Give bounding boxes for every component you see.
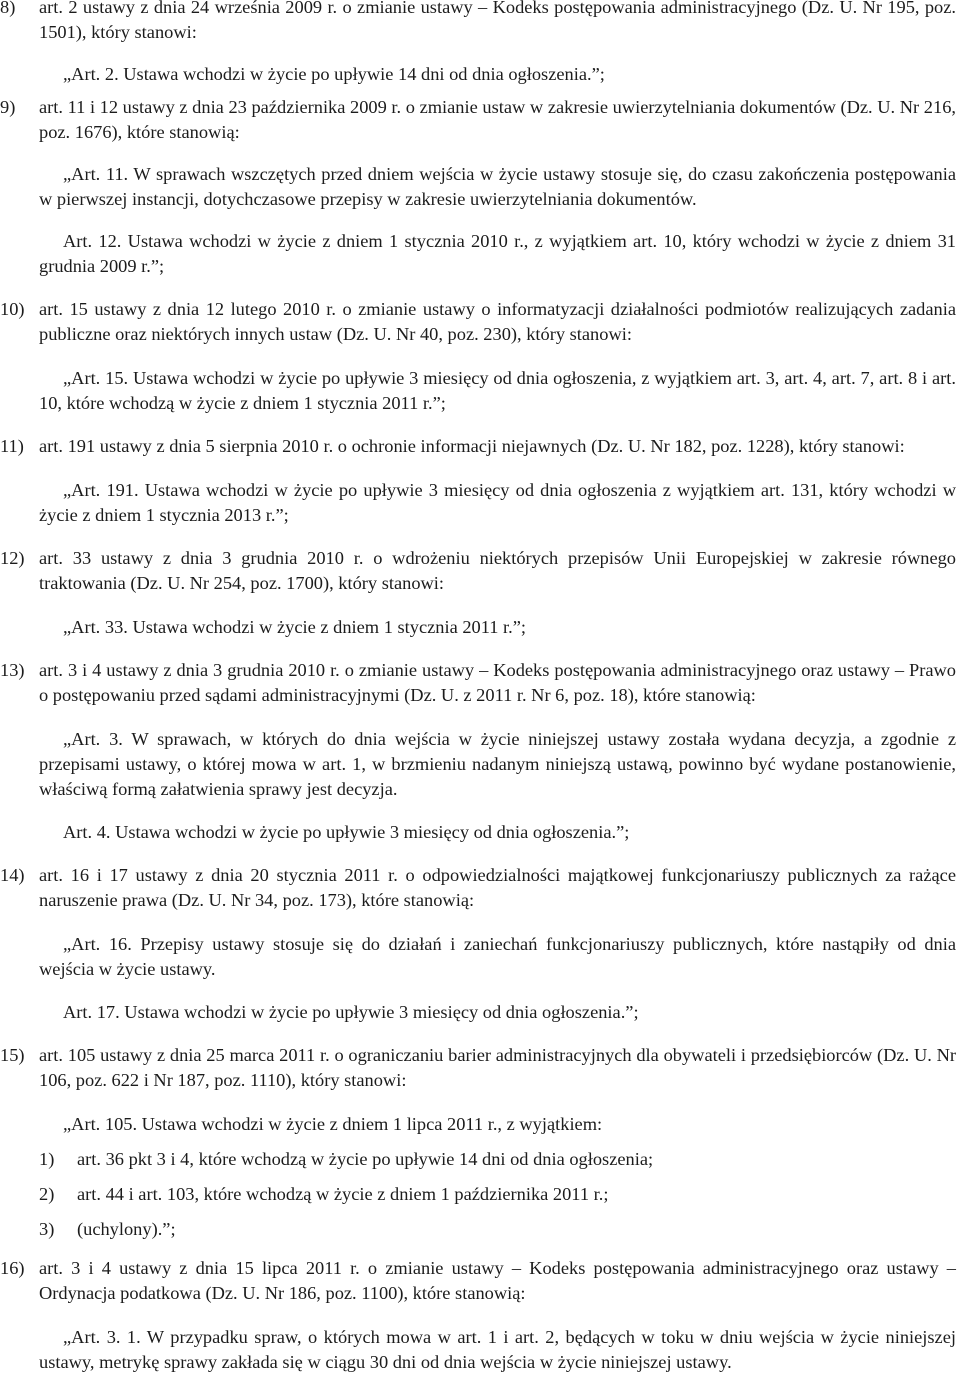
list-item-12 xyxy=(0,546,960,596)
quoted-article: „Art. 16. Przepisy ustawy stosuje się do działań i zaniechań funkcjonariuszy publicznych, które nastąpiły od dnia wejścia w życie ustawy. xyxy=(39,934,956,979)
item-number: 12) xyxy=(0,548,25,568)
sub-item-1: 1) art. 36 pkt 3 i 4, które wchodzą w życie po upływie 14 dni od dnia ogłoszenia; xyxy=(39,1149,654,1169)
quoted-article: Art. 17. Ustawa wchodzi w życie po upływie 3 miesięcy od dnia ogłoszenia.”; xyxy=(63,1002,639,1022)
quoted-article: Art. 12. Ustawa wchodzi w życie z dniem 1 stycznia 2010 r., z wyjątkiem art. 10, który wchodzi w życie z dniem 31 grudnia 2009 r.”; xyxy=(39,231,956,276)
item-number: 11) xyxy=(0,436,24,456)
list-item-9 xyxy=(0,95,960,145)
list-item-8 xyxy=(0,0,960,45)
item-number: 16) xyxy=(0,1258,25,1278)
item-number: 15) xyxy=(0,1045,25,1065)
item-text: art. 15 ustawy z dnia 12 lutego 2010 r. o zmianie ustawy o informatyzacji działalności podmiotów realizujących zadania publiczne oraz niektórych innych ustaw (Dz. U. Nr 40, poz. 230), który stanowi: xyxy=(39,299,956,344)
quoted-article: „Art. 191. Ustawa wchodzi w życie po upływie 3 miesięcy od dnia ogłoszenia z wyjątkiem art. 131, który wchodzi w życie z dniem 1 stycznia 2013 r.”; xyxy=(39,480,956,525)
item-number: 14) xyxy=(0,865,25,885)
quoted-article: Art. 4. Ustawa wchodzi w życie po upływie 3 miesięcy od dnia ogłoszenia.”; xyxy=(63,822,630,842)
item-text: art. 16 i 17 ustawy z dnia 20 stycznia 2011 r. o odpowiedzialności majątkowej funkcjonariuszy publicznych za rażące naruszenie prawa (Dz. U. Nr 34, poz. 173), które stanowią: xyxy=(39,865,956,910)
item-number: 8) xyxy=(0,0,16,17)
item-text: art. 11 i 12 ustawy z dnia 23 października 2009 r. o zmianie ustaw w zakresie uwierzytelniania dokumentów (Dz. U. Nr 216, poz. 1676), które stanowią: xyxy=(39,97,956,142)
list-item-16 xyxy=(0,1256,960,1306)
item-number: 9) xyxy=(0,97,16,117)
item-text: art. 33 ustawy z dnia 3 grudnia 2010 r. o wdrożeniu niektórych przepisów Unii Europejskiej w zakresie równego traktowania (Dz. U. Nr 254, poz. 1700), który stanowi: xyxy=(39,548,956,593)
quoted-article: „Art. 11. W sprawach wszczętych przed dniem wejścia w życie ustawy stosuje się, do czasu zakończenia postępowania w pierwszej instancji, dotychczasowe przepisy w zakresie uwierzytelniania dokumentów. xyxy=(39,164,956,209)
quoted-article: „Art. 33. Ustawa wchodzi w życie z dniem 1 stycznia 2011 r.”; xyxy=(63,617,527,637)
quoted-article: „Art. 15. Ustawa wchodzi w życie po upływie 3 miesięcy od dnia ogłoszenia, z wyjątkiem art. 3, art. 4, art. 7, art. 8 i art. 10, które wchodzą w życie z dniem 1 stycznia 2011 r.”; xyxy=(39,368,956,413)
list-item-10 xyxy=(0,297,960,347)
quoted-article: „Art. 2. Ustawa wchodzi w życie po upływie 14 dni od dnia ogłoszenia.”; xyxy=(63,64,605,84)
item-text: art. 3 i 4 ustawy z dnia 3 grudnia 2010 r. o zmianie ustawy – Kodeks postępowania administracyjnego oraz ustawy – Prawo o postępowaniu przed sądami administracyjnymi (Dz. U. z 2011 r. Nr 6, poz. 18), które stanowią: xyxy=(39,660,956,705)
item-text: art. 105 ustawy z dnia 25 marca 2011 r. o ograniczaniu barier administracyjnych dla obywateli i przedsiębiorców (Dz. U. Nr 106, poz. 622 i Nr 187, poz. 1110), który stanowi: xyxy=(39,1045,956,1090)
list-item-14 xyxy=(0,863,960,913)
item-text: art. 191 ustawy z dnia 5 sierpnia 2010 r. o ochronie informacji niejawnych (Dz. U. Nr 182, poz. 1228), który stanowi: xyxy=(39,436,905,456)
quoted-article: „Art. 3. 1. W przypadku spraw, o których mowa w art. 1 i art. 2, będących w toku w dniu wejścia w życie niniejszej ustawy, metrykę sprawy zakłada się w ciągu 30 dni od dnia wejścia w życie niniejszej ustawy. xyxy=(39,1327,956,1372)
item-number: 10) xyxy=(0,299,25,319)
quoted-article: „Art. 105. Ustawa wchodzi w życie z dniem 1 lipca 2011 r., z wyjątkiem: xyxy=(63,1114,603,1134)
list-item-15 xyxy=(0,1043,960,1093)
list-item-11 xyxy=(0,434,960,459)
item-number: 13) xyxy=(0,660,25,680)
sub-item-3: 3) (uchylony).”; xyxy=(39,1219,176,1239)
sub-item-2: 2) art. 44 i art. 103, które wchodzą w życie z dniem 1 października 2011 r.; xyxy=(39,1184,609,1204)
item-text: art. 2 ustawy z dnia 24 września 2009 r. o zmianie ustawy – Kodeks postępowania administracyjnego (Dz. U. Nr 195, poz. 1501), który stanowi: xyxy=(39,0,956,42)
quoted-article: „Art. 3. W sprawach, w których do dnia wejścia w życie niniejszej ustawy została wydana decyzja, a zgodnie z przepisami ustawy, o której mowa w art. 1, w brzmieniu nadanym niniejszą ustawą, powinno być wydane postanowienie, właściwą formą załatwienia sprawy jest decyzja. xyxy=(39,729,956,799)
list-item-13 xyxy=(0,658,960,708)
item-text: art. 3 i 4 ustawy z dnia 15 lipca 2011 r. o zmianie ustawy – Kodeks postępowania administracyjnego oraz ustawy – Ordynacja podatkowa (Dz. U. Nr 186, poz. 1100), które stanowią: xyxy=(39,1258,956,1303)
